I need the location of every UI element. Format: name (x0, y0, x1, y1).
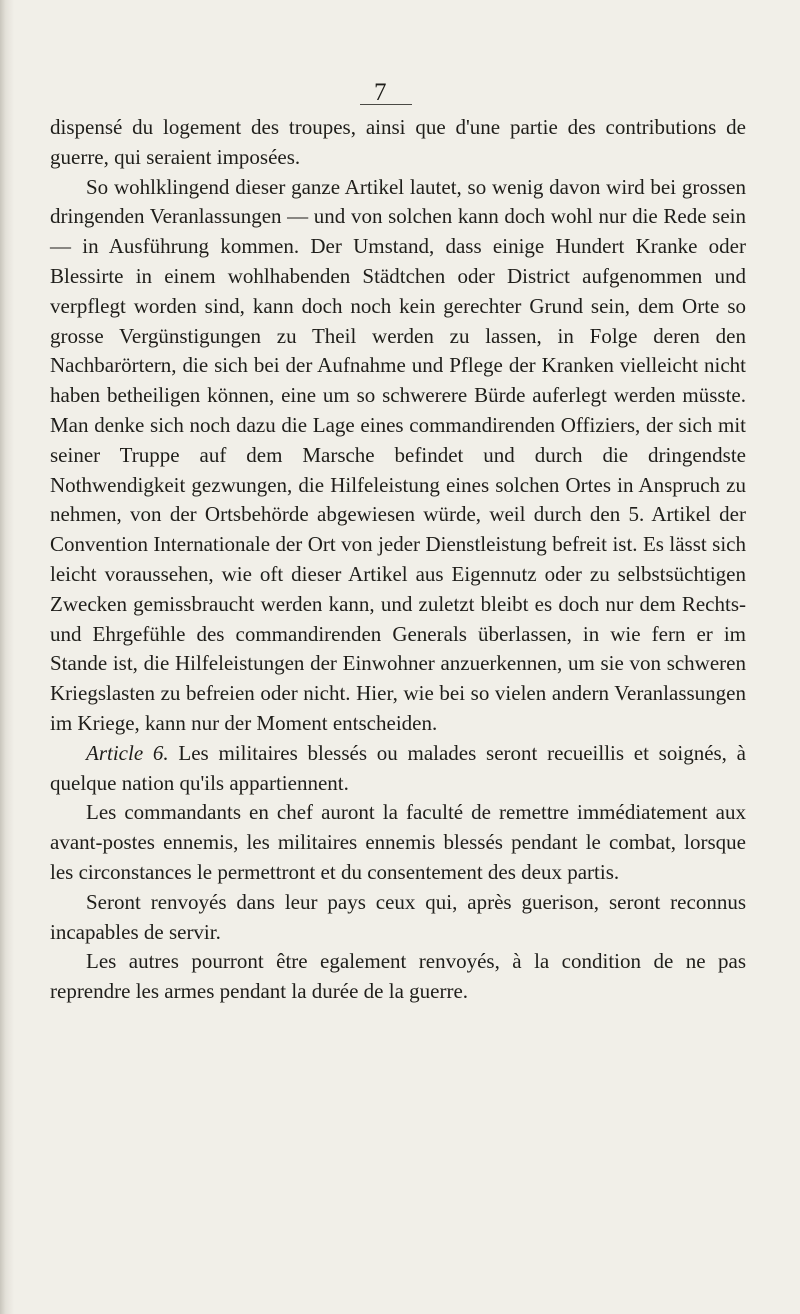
article-label: Article 6. (86, 740, 169, 765)
paragraph-continuation: dispensé du logement des troupes, ainsi que d'une partie des contributions de guerre, qui seraient imposées. (50, 115, 746, 169)
page-number: 7 (374, 79, 387, 106)
paragraph-returned: Seront renvoyés dans leur pays ceux qui, après guerison, seront reconnus incapables de servir. (50, 889, 746, 944)
paragraph-others: Les autres pourront être egalement renvoyés, à la condition de ne pas reprendre les armes pendant la durée de la guerre. (50, 949, 746, 1004)
paragraph-commentary: So wohlklingend dieser ganze Artikel lautet, so wenig davon wird bei grossen dringenden Veranlassungen — und von solchen kann doch wohl nur die Rede sein — in Ausführung kommen. Der Umstand, dass einige Hundert Kranke oder Blessirte in einem wohlhabenden Städtchen oder District aufgenommen und verpflegt worden sind, kann doch noch kein gerechter Grund sein, dem Orte so grosse Vergünstigungen zu Theil werden zu lassen, in Folge deren den Nachbarörtern, die sich bei der Aufnahme und Pflege der Kranken vielleicht nicht haben betheiligen können, eine um so schwerere Bürde auferlegt werden müsste. Man denke sich noch dazu die Lage eines commandirenden Offiziers, der sich mit seiner Truppe auf dem Marsche befindet und durch die dringendste Nothwendigkeit gezwungen, die Hilfeleistung eines solchen Ortes in Anspruch zu nehmen, von der Ortsbehörde abgewiesen würde, weil durch den 5. Artikel der Convention Internationale der Ort von jeder Dienstleistung befreit ist. Es lässt sich leicht voraussehen, wie oft dieser Artikel aus Eigennutz oder zu selbstsüchtigen Zwecken gemissbraucht werden kann, und zuletzt bleibt es doch nur dem Rechts- und Ehrgefühle des commandirenden Generals überlassen, in wie fern er im Stande ist, die Hilfeleistungen der Einwohner anzuerkennen, um sie von schweren Kriegslasten zu befreien oder nicht. Hier, wie bei so vielen andern Veranlassungen im Kriege, kann nur der Moment entscheiden. (50, 174, 746, 735)
header-rule (360, 104, 412, 105)
paragraph-commanders: Les commandants en chef auront la faculté de remettre immédiatement aux avant-postes ennemis, les militaires ennemis blessés pendant le combat, lorsque les circonstances le permettront et du consentement des deux partis. (50, 800, 746, 884)
paragraph-article-6 (50, 739, 746, 799)
article-text: Les militaires blessés ou malades seront recueillis et soignés, à quelque nation qu'ils appartiennent. (50, 740, 746, 795)
body-text (50, 113, 746, 1007)
page-edge-shadow (0, 0, 14, 1314)
